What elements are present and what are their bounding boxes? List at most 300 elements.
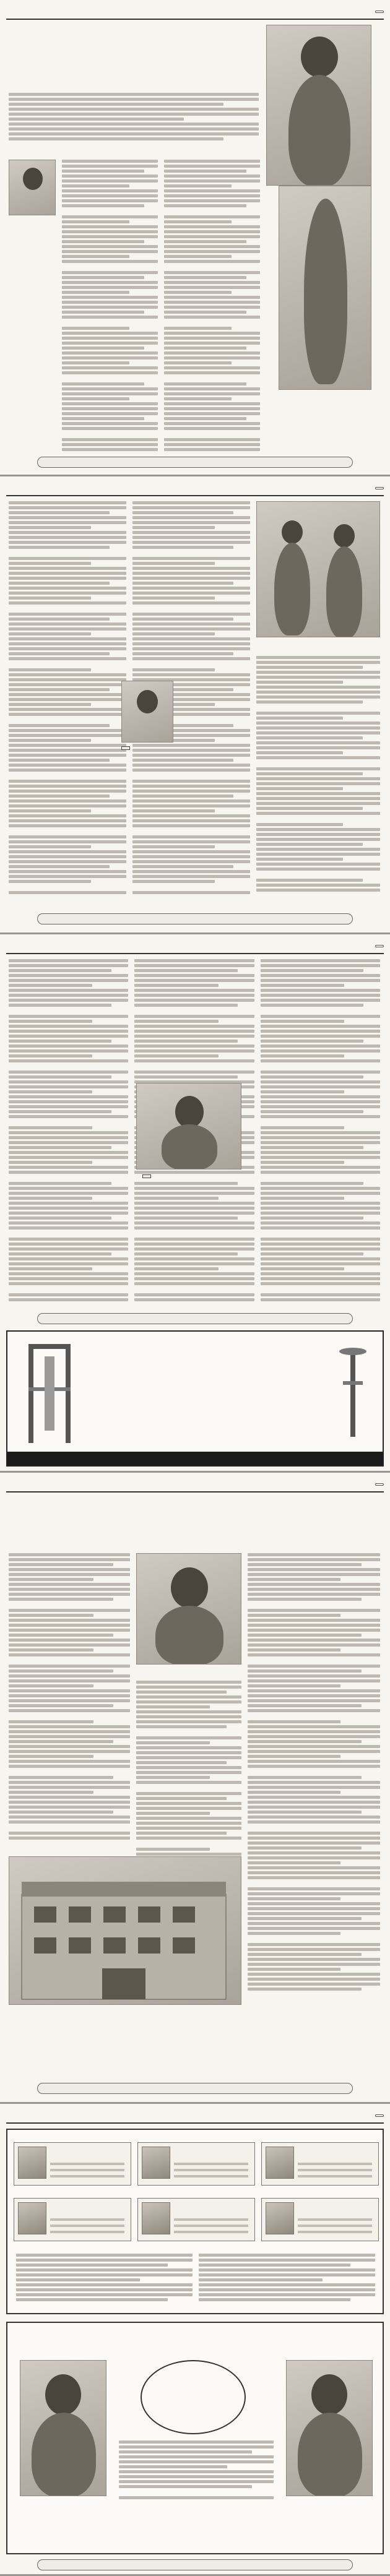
- text-line-placeholder: [136, 1700, 241, 1704]
- text-line-placeholder: [132, 582, 233, 585]
- text-line-placeholder: [248, 1593, 380, 1596]
- text-line-placeholder: [256, 828, 380, 831]
- text-line-placeholder: [134, 1287, 254, 1291]
- text-line-placeholder: [261, 1192, 380, 1195]
- text-line-placeholder: [9, 1634, 113, 1637]
- text-line-placeholder: [9, 652, 110, 655]
- text-line-placeholder: [164, 250, 260, 253]
- text-line-placeholder: [261, 1202, 380, 1205]
- text-line-placeholder: [9, 964, 128, 967]
- text-line-placeholder: [9, 1231, 128, 1236]
- text-line-placeholder: [62, 337, 158, 340]
- text-line-placeholder: [134, 1221, 254, 1225]
- right-column: [248, 1553, 380, 1999]
- text-line-placeholder: [62, 316, 158, 319]
- text-line-placeholder: [164, 327, 232, 330]
- text-line-placeholder: [9, 1665, 130, 1668]
- text-line-placeholder: [9, 1750, 130, 1753]
- text-line-placeholder: [132, 769, 250, 772]
- text-line-placeholder: [62, 351, 158, 355]
- text-line-placeholder: [9, 1714, 130, 1718]
- text-line-placeholder: [261, 1151, 380, 1154]
- text-line-placeholder: [132, 567, 250, 570]
- text-line-placeholder: [261, 1287, 380, 1291]
- text-line-placeholder: [248, 1609, 380, 1612]
- text-line-placeholder: [119, 2475, 274, 2478]
- text-line-placeholder: [134, 1262, 254, 1265]
- text-line-placeholder: [9, 1603, 130, 1607]
- text-line-placeholder: [132, 785, 250, 788]
- text-line-placeholder: [164, 356, 260, 360]
- text-line-placeholder: [16, 2293, 193, 2296]
- thanks-text: [119, 2440, 274, 2502]
- text-line-placeholder: [256, 712, 380, 715]
- text-line-placeholder: [136, 1686, 241, 1689]
- text-line-placeholder: [9, 1238, 128, 1241]
- text-line-placeholder: [164, 271, 260, 274]
- text-line-placeholder: [62, 438, 158, 441]
- page-header: [6, 481, 384, 496]
- text-line-placeholder: [136, 1746, 241, 1749]
- text-line-placeholder: [164, 199, 260, 202]
- text-line-placeholder: [9, 108, 259, 111]
- text-line-placeholder: [132, 587, 250, 590]
- text-line-placeholder: [132, 613, 250, 616]
- text-line-placeholder: [256, 696, 380, 699]
- text-line-placeholder: [9, 1837, 130, 1840]
- text-line-placeholder: [248, 1563, 362, 1566]
- text-line-placeholder: [134, 1035, 254, 1038]
- text-line-placeholder: [9, 1832, 130, 1835]
- crutch-icon: [334, 1344, 371, 1443]
- text-line-placeholder: [261, 1257, 380, 1260]
- text-line-placeholder: [9, 1796, 130, 1799]
- text-line-placeholder: [261, 1100, 380, 1103]
- text-line-placeholder: [164, 179, 260, 183]
- text-line-placeholder: [261, 1187, 380, 1190]
- text-line-placeholder: [9, 683, 126, 686]
- text-line-placeholder: [9, 1095, 128, 1098]
- text-line-placeholder: [132, 850, 250, 853]
- text-line-placeholder: [256, 746, 380, 749]
- intro-text: [9, 93, 259, 149]
- thanks-box: [6, 2322, 384, 2554]
- text-line-placeholder: [9, 979, 128, 982]
- text-line-placeholder: [134, 1171, 254, 1174]
- text-line-placeholder: [164, 225, 260, 228]
- text-line-placeholder: [248, 1694, 380, 1697]
- text-line-placeholder: [9, 1806, 130, 1809]
- text-line-placeholder: [9, 678, 126, 681]
- text-line-placeholder: [261, 1243, 380, 1246]
- portrait-photo: [266, 25, 371, 186]
- text-line-placeholder: [9, 729, 126, 732]
- text-line-placeholder: [136, 1705, 210, 1708]
- text-line-placeholder: [248, 1689, 380, 1692]
- text-line-placeholder: [261, 1141, 380, 1144]
- text-line-placeholder: [199, 2259, 375, 2262]
- text-line-placeholder: [261, 1277, 380, 1280]
- text-line-placeholder: [9, 1207, 128, 1210]
- text-line-placeholder: [132, 597, 215, 600]
- text-line-placeholder: [132, 855, 250, 858]
- text-line-placeholder: [248, 1770, 380, 1774]
- text-line-placeholder: [9, 501, 126, 504]
- text-line-placeholder: [132, 799, 250, 803]
- text-line-placeholder: [9, 142, 259, 147]
- text-line-placeholder: [248, 1583, 380, 1586]
- text-line-placeholder: [62, 281, 158, 284]
- text-line-placeholder: [132, 780, 250, 783]
- text-line-placeholder: [136, 1817, 241, 1820]
- text-line-placeholder: [119, 2450, 252, 2453]
- text-line-placeholder: [132, 860, 250, 863]
- text-line-placeholder: [248, 1953, 362, 1956]
- text-line-placeholder: [134, 1252, 237, 1256]
- text-line-placeholder: [256, 807, 363, 810]
- text-line-placeholder: [261, 1009, 380, 1013]
- text-line-placeholder: [248, 1811, 362, 1814]
- text-line-placeholder: [248, 1832, 380, 1835]
- text-line-placeholder: [248, 1902, 380, 1905]
- text-line-placeholder: [9, 1643, 130, 1647]
- text-line-placeholder: [256, 812, 380, 815]
- text-line-placeholder: [9, 1187, 128, 1190]
- text-line-placeholder: [261, 1045, 380, 1048]
- text-line-placeholder: [9, 1247, 128, 1251]
- text-line-placeholder: [164, 209, 260, 213]
- text-line-placeholder: [62, 366, 158, 369]
- text-line-placeholder: [9, 127, 259, 131]
- text-line-placeholder: [132, 501, 250, 504]
- text-line-placeholder: [199, 2283, 375, 2286]
- text-line-placeholder: [261, 1115, 380, 1118]
- text-line-placeholder: [164, 306, 260, 309]
- text-line-placeholder: [62, 321, 158, 325]
- text-line-placeholder: [132, 601, 250, 605]
- text-line-placeholder: [248, 1806, 380, 1809]
- text-line-placeholder: [136, 1837, 241, 1840]
- text-line-placeholder: [9, 1080, 128, 1083]
- text-line-placeholder: [164, 397, 232, 400]
- text-line-placeholder: [132, 829, 250, 834]
- footer-quote: [37, 1313, 353, 1324]
- text-line-placeholder: [62, 170, 144, 173]
- text-line-placeholder: [62, 220, 129, 223]
- text-line-placeholder: [9, 1598, 113, 1601]
- text-line-placeholder: [9, 1639, 130, 1642]
- building-illustration: [9, 1857, 241, 2005]
- text-line-placeholder: [9, 1054, 92, 1058]
- text-line-placeholder: [62, 371, 158, 374]
- text-line-placeholder: [261, 1231, 380, 1236]
- text-line-placeholder: [9, 1720, 93, 1723]
- text-line-placeholder: [16, 2278, 140, 2281]
- text-line-placeholder: [16, 2264, 168, 2267]
- text-line-placeholder: [9, 1009, 128, 1013]
- text-line-placeholder: [9, 835, 126, 838]
- text-line-placeholder: [248, 1619, 380, 1622]
- page-1: [0, 0, 390, 476]
- text-line-placeholder: [136, 1807, 241, 1810]
- text-line-placeholder: [261, 994, 380, 997]
- portrait-photo: [136, 1553, 241, 1665]
- text-line-placeholder: [62, 296, 158, 299]
- text-line-placeholder: [164, 296, 260, 299]
- text-line-placeholder: [136, 1730, 241, 1734]
- text-line-placeholder: [9, 1277, 128, 1280]
- page-header: [6, 1478, 384, 1493]
- text-line-placeholder: [248, 1624, 380, 1627]
- text-line-placeholder: [9, 1075, 111, 1079]
- inset-photo: [121, 681, 173, 743]
- text-line-placeholder: [9, 718, 126, 722]
- text-line-placeholder: [62, 194, 158, 197]
- text-line-placeholder: [134, 1293, 254, 1296]
- greetings-box: [6, 2129, 384, 2314]
- text-line-placeholder: [164, 255, 232, 258]
- walker-icon: [16, 1338, 90, 1449]
- text-line-placeholder: [9, 1648, 93, 1652]
- greeting-tile: [261, 2198, 379, 2241]
- text-line-placeholder: [119, 2480, 274, 2483]
- text-line-placeholder: [9, 1568, 130, 1571]
- text-line-placeholder: [62, 199, 158, 202]
- text-line-placeholder: [136, 1827, 241, 1830]
- text-line-placeholder: [136, 1797, 227, 1800]
- text-line-placeholder: [136, 1786, 241, 1790]
- text-line-placeholder: [9, 969, 111, 972]
- text-line-placeholder: [261, 1161, 344, 1164]
- text-line-placeholder: [119, 2440, 274, 2444]
- text-line-placeholder: [62, 240, 144, 243]
- text-line-placeholder: [9, 1120, 128, 1124]
- text-line-placeholder: [261, 1282, 380, 1285]
- text-line-placeholder: [164, 387, 260, 390]
- text-line-placeholder: [9, 1781, 130, 1784]
- text-line-placeholder: [9, 1689, 130, 1692]
- text-line-placeholder: [9, 1035, 128, 1038]
- text-line-placeholder: [132, 875, 250, 878]
- text-line-placeholder: [134, 1040, 237, 1043]
- text-line-placeholder: [256, 676, 380, 679]
- text-line-placeholder: [164, 174, 260, 178]
- text-line-placeholder: [9, 567, 126, 570]
- text-line-placeholder: [62, 356, 158, 360]
- text-line-placeholder: [248, 1917, 362, 1920]
- text-line-placeholder: [261, 1085, 380, 1088]
- text-line-placeholder: [9, 1699, 130, 1702]
- text-line-placeholder: [132, 764, 250, 767]
- text-line-placeholder: [261, 964, 380, 967]
- text-line-placeholder: [134, 1247, 254, 1251]
- text-line-placeholder: [134, 989, 254, 992]
- portrait-photo: [136, 1083, 241, 1170]
- text-line-placeholder: [164, 371, 260, 374]
- text-line-placeholder: [9, 1176, 128, 1180]
- text-line-placeholder: [256, 868, 380, 871]
- text-line-placeholder: [62, 235, 158, 238]
- text-line-placeholder: [261, 1197, 344, 1200]
- text-line-placeholder: [136, 1842, 241, 1846]
- text-line-placeholder: [164, 235, 260, 238]
- text-line-placeholder: [248, 1598, 362, 1601]
- text-line-placeholder: [164, 402, 260, 405]
- text-line-placeholder: [248, 1709, 380, 1712]
- text-line-placeholder: [9, 850, 126, 853]
- text-line-placeholder: [248, 1973, 380, 1976]
- text-line-placeholder: [9, 1578, 93, 1581]
- text-line-placeholder: [9, 1257, 128, 1260]
- text-line-placeholder: [248, 1992, 380, 1997]
- text-line-placeholder: [248, 1825, 380, 1830]
- text-line-placeholder: [256, 833, 380, 836]
- text-line-placeholder: [9, 1272, 128, 1275]
- text-line-placeholder: [164, 392, 260, 395]
- text-line-placeholder: [9, 749, 126, 752]
- text-line-placeholder: [9, 637, 126, 640]
- text-line-placeholder: [9, 511, 110, 514]
- text-line-placeholder: [132, 562, 215, 565]
- text-line-placeholder: [261, 1030, 380, 1033]
- text-line-placeholder: [248, 1937, 380, 1941]
- ad-bottom-bar: [7, 1452, 383, 1465]
- text-line-placeholder: [134, 1202, 254, 1205]
- text-line-placeholder: [248, 1856, 380, 1859]
- text-line-placeholder: [9, 1588, 130, 1591]
- text-line-placeholder: [134, 984, 218, 987]
- text-line-placeholder: [62, 347, 144, 350]
- text-line-placeholder: [9, 703, 91, 706]
- text-line-placeholder: [164, 316, 260, 319]
- text-line-placeholder: [9, 1166, 128, 1169]
- text-line-placeholder: [261, 999, 380, 1002]
- text-line-placeholder: [9, 118, 184, 121]
- text-line-placeholder: [9, 734, 126, 737]
- text-line-placeholder: [134, 1282, 254, 1285]
- text-line-placeholder: [164, 427, 260, 430]
- text-line-placeholder: [9, 870, 126, 873]
- text-line-placeholder: [132, 668, 215, 671]
- text-line-placeholder: [62, 215, 158, 218]
- text-line-placeholder: [9, 840, 126, 843]
- text-line-placeholder: [9, 1704, 113, 1707]
- text-line-placeholder: [261, 1221, 380, 1225]
- text-line-placeholder: [199, 2278, 323, 2281]
- text-line-placeholder: [62, 265, 158, 269]
- text-line-placeholder: [164, 342, 260, 345]
- text-line-placeholder: [248, 1881, 380, 1885]
- text-line-placeholder: [164, 165, 260, 168]
- text-line-placeholder: [132, 759, 233, 762]
- text-line-placeholder: [136, 1781, 241, 1784]
- text-line-placeholder: [9, 1760, 130, 1763]
- text-line-placeholder: [132, 744, 250, 747]
- text-line-placeholder: [248, 1639, 380, 1642]
- text-line-placeholder: [9, 1674, 130, 1678]
- text-line-placeholder: [132, 622, 250, 626]
- greeting-tile: [14, 2142, 131, 2186]
- text-line-placeholder: [9, 1776, 113, 1779]
- text-line-placeholder: [62, 412, 158, 415]
- text-line-placeholder: [9, 1192, 128, 1195]
- text-line-placeholder: [248, 1634, 362, 1637]
- text-line-placeholder: [62, 165, 158, 168]
- text-line-placeholder: [248, 1643, 380, 1647]
- text-line-placeholder: [119, 2490, 274, 2494]
- text-line-placeholder: [256, 802, 380, 805]
- text-line-placeholder: [134, 1217, 237, 1220]
- text-line-placeholder: [261, 969, 363, 972]
- text-line-placeholder: [9, 577, 126, 580]
- text-line-placeholder: [9, 551, 126, 555]
- greeting-tile: [137, 2198, 255, 2241]
- text-line-placeholder: [9, 799, 126, 803]
- text-line-placeholder: [132, 870, 250, 873]
- text-line-placeholder: [136, 1695, 241, 1699]
- text-line-placeholder: [248, 1968, 340, 1971]
- text-line-placeholder: [132, 531, 250, 534]
- text-line-placeholder: [164, 332, 260, 335]
- text-line-placeholder: [134, 979, 254, 982]
- text-line-placeholder: [9, 1287, 128, 1291]
- text-line-placeholder: [256, 797, 380, 800]
- text-line-placeholder: [248, 1755, 340, 1758]
- text-line-placeholder: [248, 1912, 380, 1915]
- text-line-placeholder: [9, 622, 126, 626]
- text-line-placeholder: [164, 265, 260, 269]
- text-line-placeholder: [9, 1004, 111, 1007]
- text-line-placeholder: [136, 1725, 227, 1728]
- text-line-placeholder: [164, 160, 260, 163]
- surgicals-advertisement: [6, 1330, 384, 1467]
- text-line-placeholder: [9, 1593, 130, 1596]
- text-line-placeholder: [9, 769, 126, 772]
- text-line-placeholder: [62, 179, 158, 183]
- text-line-placeholder: [261, 989, 380, 992]
- text-line-placeholder: [9, 1059, 128, 1062]
- text-line-placeholder: [9, 592, 126, 595]
- text-line-placeholder: [248, 1730, 380, 1733]
- text-line-placeholder: [261, 1040, 363, 1043]
- text-line-placeholder: [9, 1064, 128, 1069]
- text-line-placeholder: [256, 717, 343, 720]
- page-header: [6, 5, 384, 20]
- text-line-placeholder: [62, 184, 129, 187]
- text-line-placeholder: [132, 773, 250, 778]
- text-line-placeholder: [248, 1573, 380, 1576]
- text-line-placeholder: [136, 1853, 241, 1856]
- text-line-placeholder: [261, 1207, 380, 1210]
- text-line-placeholder: [9, 1801, 130, 1804]
- text-line-placeholder: [9, 1684, 93, 1687]
- text-line-placeholder: [132, 557, 250, 560]
- text-line-placeholder: [164, 347, 246, 350]
- text-line-placeholder: [62, 448, 158, 451]
- text-line-placeholder: [164, 189, 260, 192]
- text-line-placeholder: [9, 829, 126, 834]
- text-line-placeholder: [9, 1735, 130, 1738]
- text-line-placeholder: [261, 1267, 344, 1270]
- text-line-placeholder: [261, 979, 380, 982]
- text-line-placeholder: [248, 1725, 380, 1728]
- greetings-text: [16, 2254, 375, 2307]
- text-line-placeholder: [132, 511, 233, 514]
- text-line-placeholder: [9, 1045, 128, 1048]
- text-line-placeholder: [9, 880, 91, 883]
- text-line-placeholder: [9, 785, 126, 788]
- text-line-placeholder: [248, 1568, 380, 1571]
